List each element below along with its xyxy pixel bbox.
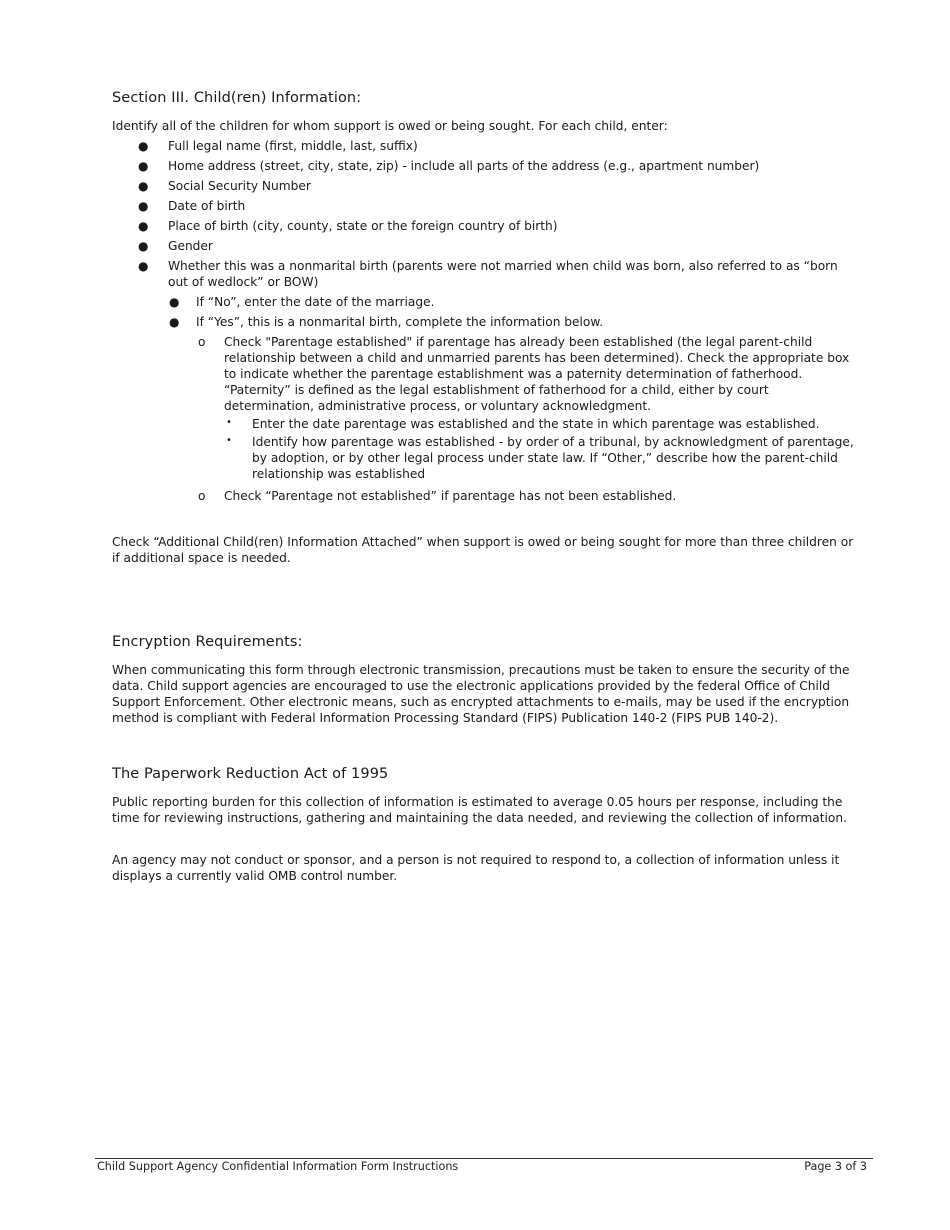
list-item [112,198,860,214]
bullet-icon: ● [138,219,149,233]
list-item [196,334,860,482]
list-item-text: Whether this was a nonmarital birth (parents were not married when child was born, also referred to as “born out of wedlock” or BOW) [168,259,838,289]
document-body [112,88,860,884]
circle-bullet-icon: o [198,335,206,349]
paperwork-section [112,764,860,884]
list-item [224,434,860,482]
list-item-text: Home address (street, city, state, zip) - include all parts of the address (e.g., apartment number) [168,159,760,173]
list-item-text: Identify how parentage was established - by order of a tribunal, by acknowledgment of parentage, by adoption, or by other legal process under state law. If “Other,” describe how the parent-child relationship was established [252,435,854,481]
encryption-body: When communicating this form through electronic transmission, precautions must be taken to ensure the security of the data. Child support agencies are encouraged to use the electronic applications provided by the federal Office of Child Support Enforcement. Other electronic means, such as encrypted attachments to e-mails, may be used if the encryption method is compliant with Federal Information Processing Standard (FIPS) Publication 140-2 (FIPS PUB 140-2). [112,663,850,725]
additional-children-note: Check “Additional Child(ren) Information Attached” when support is owed or being sought for more than three children or if additional space is needed. [112,535,854,565]
encryption-heading: Encryption Requirements: [112,634,303,650]
list-item [112,218,860,234]
list-item [168,314,860,504]
circle-bullet-icon: o [198,489,206,503]
list-item-text: Gender [168,239,213,253]
list-item [112,258,860,504]
bullet-icon: ● [138,199,149,213]
encryption-section [112,632,860,726]
parentage-sublist [196,334,860,504]
bullet-icon: ● [138,239,149,253]
bullet-icon: ● [169,315,180,329]
list-item [224,416,860,432]
paperwork-paragraph-2: An agency may not conduct or sponsor, and a person is not required to respond to, a collection of information unless it displays a currently valid OMB control number. [112,853,840,883]
bullet-icon: ● [138,179,149,193]
bullet-icon: ● [169,295,180,309]
page-footer [95,1158,873,1173]
small-bullet-icon: • [226,435,232,446]
paperwork-paragraph-1: Public reporting burden for this collection of information is estimated to average 0.05 hours per response, including the time for reviewing instructions, gathering and maintaining the data needed, and reviewing the collection of information. [112,795,847,825]
section3-intro: Identify all of the children for whom support is owed or being sought. For each child, enter: [112,119,668,133]
established-details-list [224,416,860,482]
list-item-text: Date of birth [168,199,246,213]
list-item-text: Enter the date parentage was established and the state in which parentage was established. [252,417,820,431]
list-item-text: Check “Parentage not established” if parentage has not been established. [224,489,677,503]
list-item-text: Place of birth (city, county, state or the foreign country of birth) [168,219,558,233]
small-bullet-icon: • [226,417,232,428]
bullet-icon: ● [138,159,149,173]
list-item [196,488,860,504]
bullet-icon: ● [138,259,149,273]
list-item [112,238,860,254]
paperwork-heading: The Paperwork Reduction Act of 1995 [112,766,389,782]
list-item-text: If “No”, enter the date of the marriage. [196,295,435,309]
child-info-list [112,138,860,504]
list-item-text: If “Yes”, this is a nonmarital birth, complete the information below. [196,315,604,329]
section3-heading: Section III. Child(ren) Information: [112,90,362,106]
list-item [112,178,860,194]
list-item-text: Full legal name (first, middle, last, suffix) [168,139,418,153]
footer-title: Child Support Agency Confidential Information Form Instructions [97,1160,459,1173]
page-number: Page 3 of 3 [804,1160,867,1173]
list-item [112,138,860,154]
list-item-text: Social Security Number [168,179,311,193]
nonmarital-sublist [168,294,860,504]
list-item [112,158,860,174]
bullet-icon: ● [138,139,149,153]
list-item [168,294,860,310]
list-item-text: Check "Parentage established" if parentage has already been established (the legal parent-child relationship between a child and unmarried parents has been determined). Check the appropriate box to indicate whether the parentage establishment was a paternity determination of fatherhood. “Paternity” is defined as the legal establishment of fatherhood for a child, either by court determination, administrative process, or voluntary acknowledgment. [224,335,850,413]
